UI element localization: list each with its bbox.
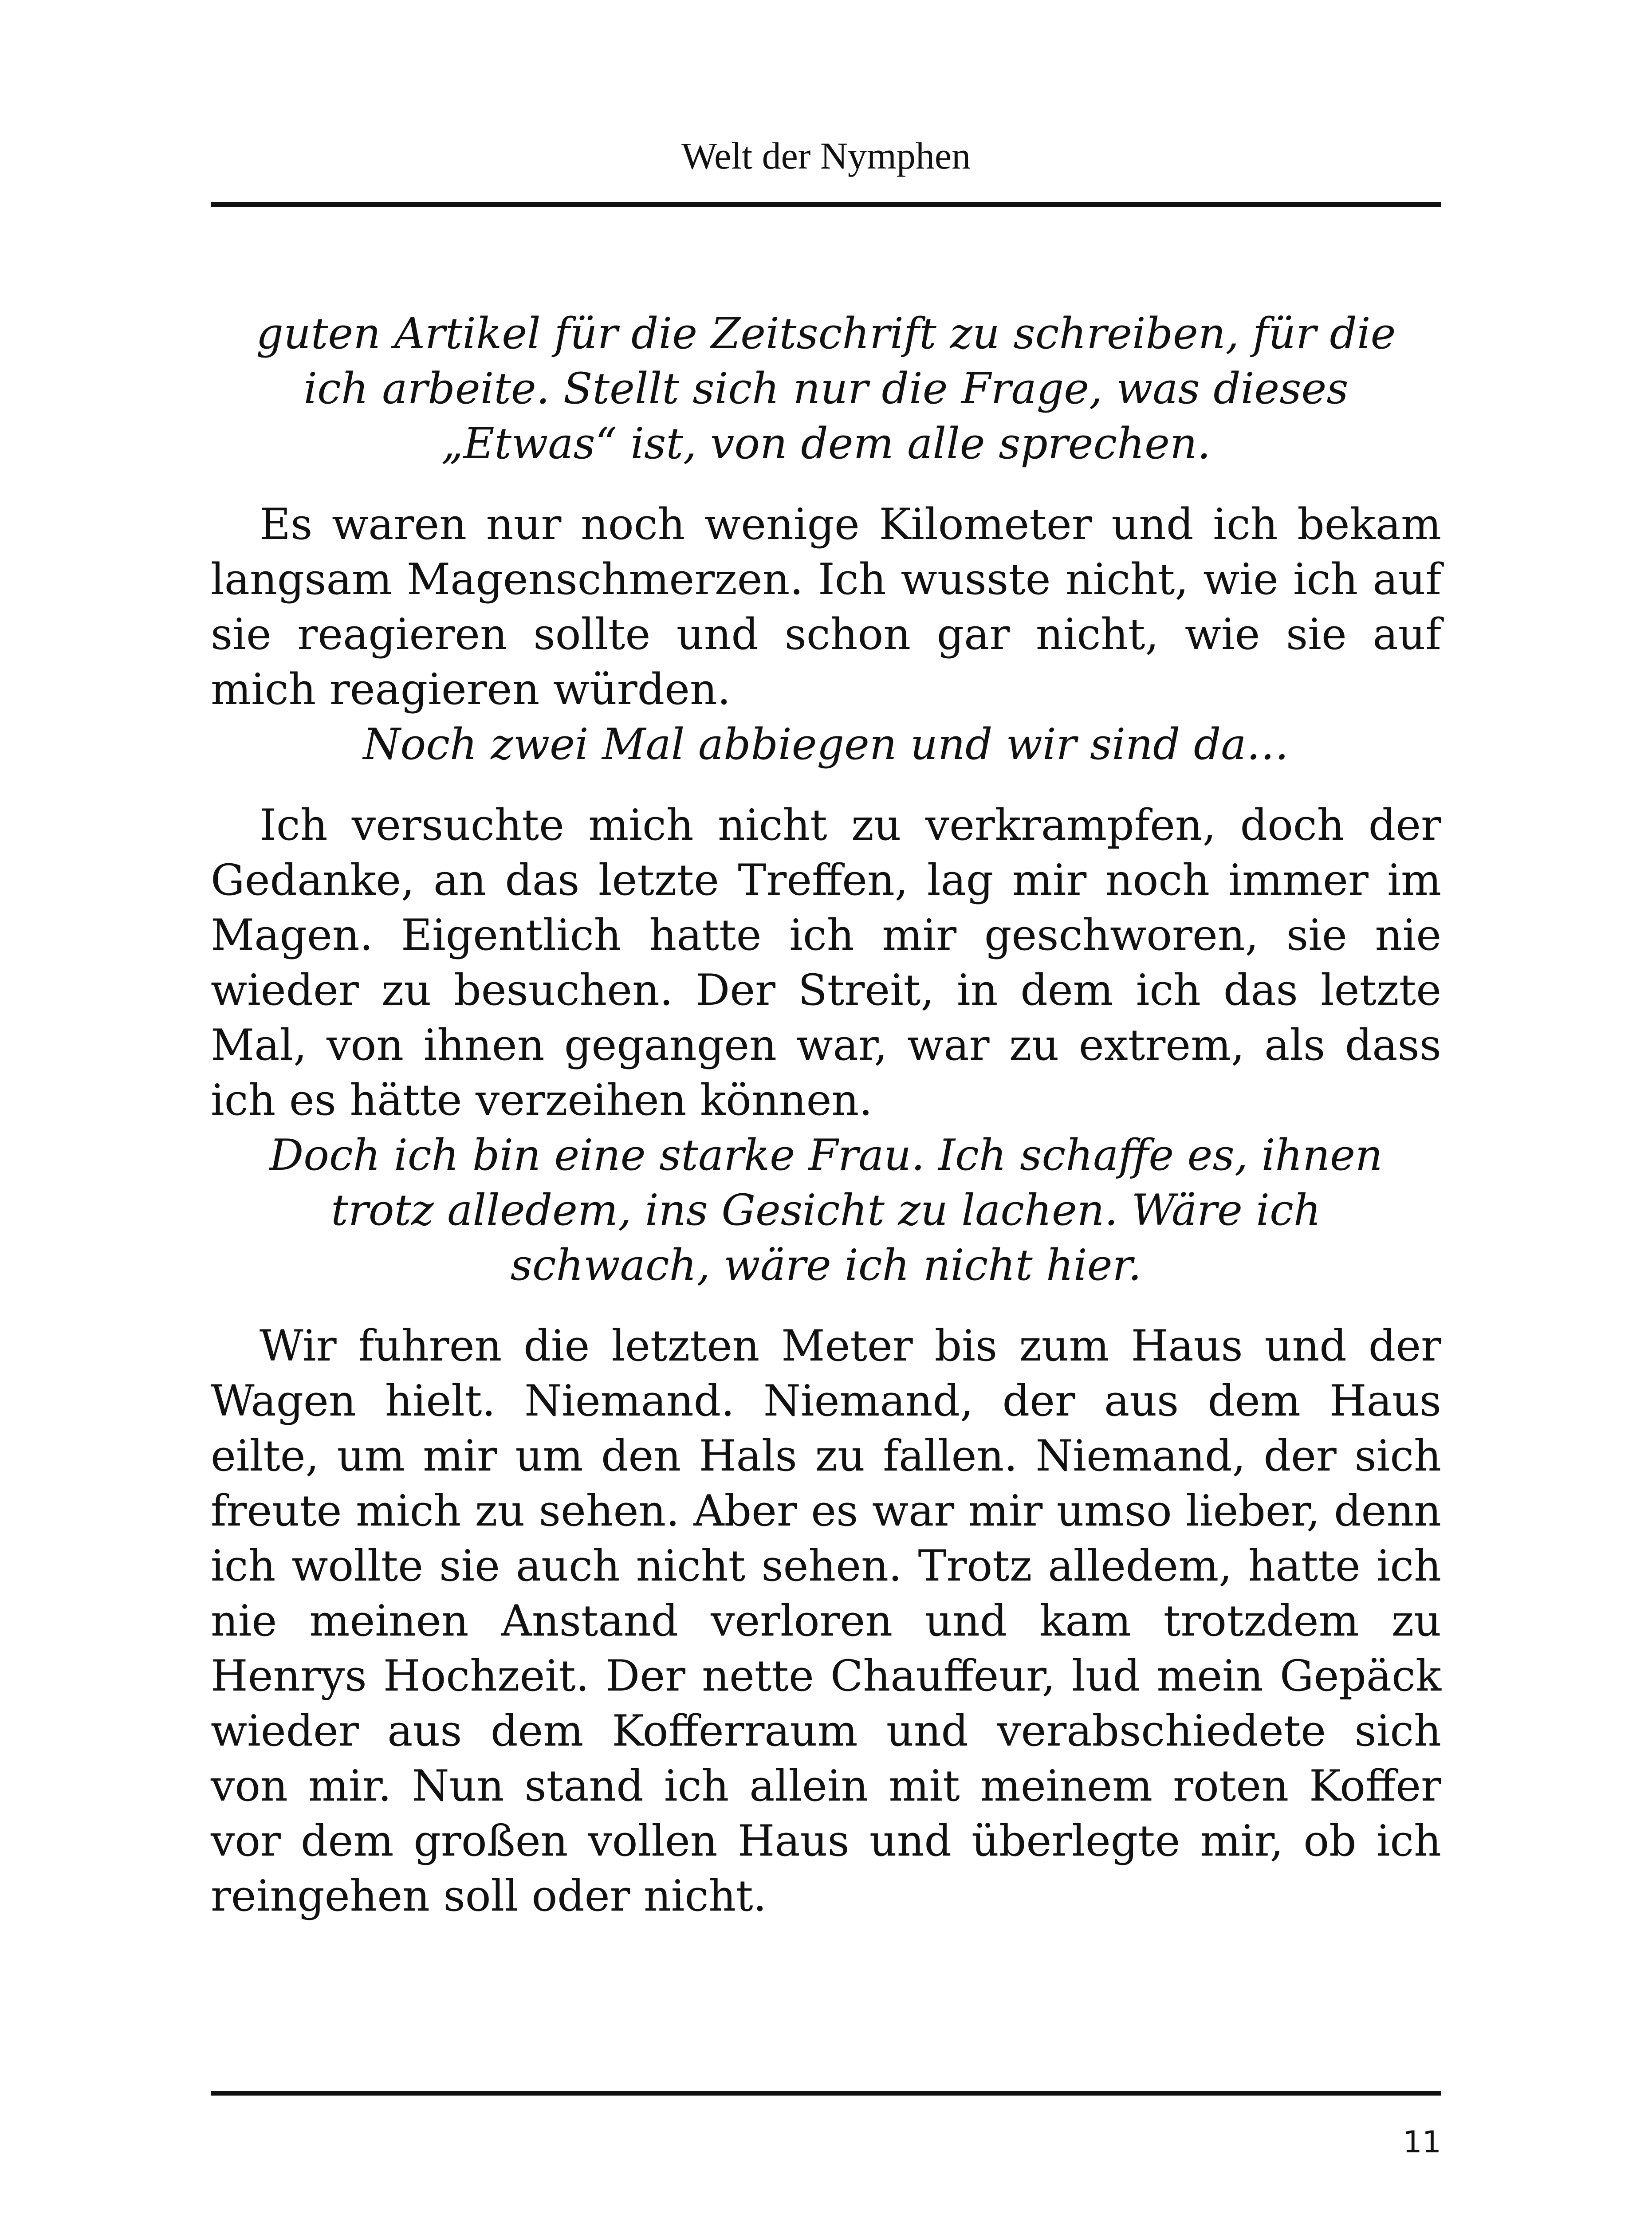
paragraph-3: Wir fuhren die letzten Meter bis zum Haus und der Wagen hielt. Niemand. Niemand, der aus dem Haus eilte, um mir um den Hals zu fallen. Niemand, der sich freute mich zu sehen. Aber es war mir umso lieber, denn ich wollte sie auch nicht sehen. Trotz alledem, hatte ich nie meinen Anstand verloren und kam trotzdem zu Henrys Hochzeit. Der nette Chauffeur, lud mein Gepäck wieder aus dem Kofferraum und verabschiedete sich von mir. Nun stand ich allein mit meinem roten Koffer vor dem großen vollen Haus und überlegte mir, ob ich reingehen soll oder nicht. [211, 1321, 1441, 1921]
paragraph-1: Es waren nur noch wenige Kilometer und ich bekam langsam Magenschmerzen. Ich wusste nicht, wie ich auf sie reagieren sollte und schon gar nicht, wie sie auf mich reagieren würden. [211, 499, 1441, 714]
italic-thought-2: Noch zwei Mal abbiegen und wir sind da… [363, 720, 1289, 769]
page-number: 11 [1403, 2125, 1441, 2160]
italic-thought-3: Doch ich bin eine starke Frau. Ich schaffe es, ihnen trotz alledem, ins Gesicht zu lachen. Wäre ich schwach, wäre ich nicht hier. [269, 1130, 1383, 1290]
paragraph-2: Ich versuchte mich nicht zu verkrampfen, doch der Gedanke, an das letzte Treffen, lag mir noch immer im Magen. Eigentlich hatte ich mir geschworen, sie nie wieder zu besuchen. Der Streit, in dem ich das letzte Mal, von ihnen gegangen war, war zu extrem, als dass ich es hätte verzeihen können. [211, 800, 1441, 1125]
page-body [211, 306, 1441, 1923]
footer-rule [211, 2091, 1441, 2096]
header-rule [211, 202, 1441, 207]
running-header: Welt der Nymphen [681, 134, 971, 177]
italic-thought-1: guten Artikel für die Zeitschrift zu schreiben, für die ich arbeite. Stellt sich nur die Frage, was dieses „Etwas“ ist, von dem alle sprechen. [256, 309, 1396, 468]
